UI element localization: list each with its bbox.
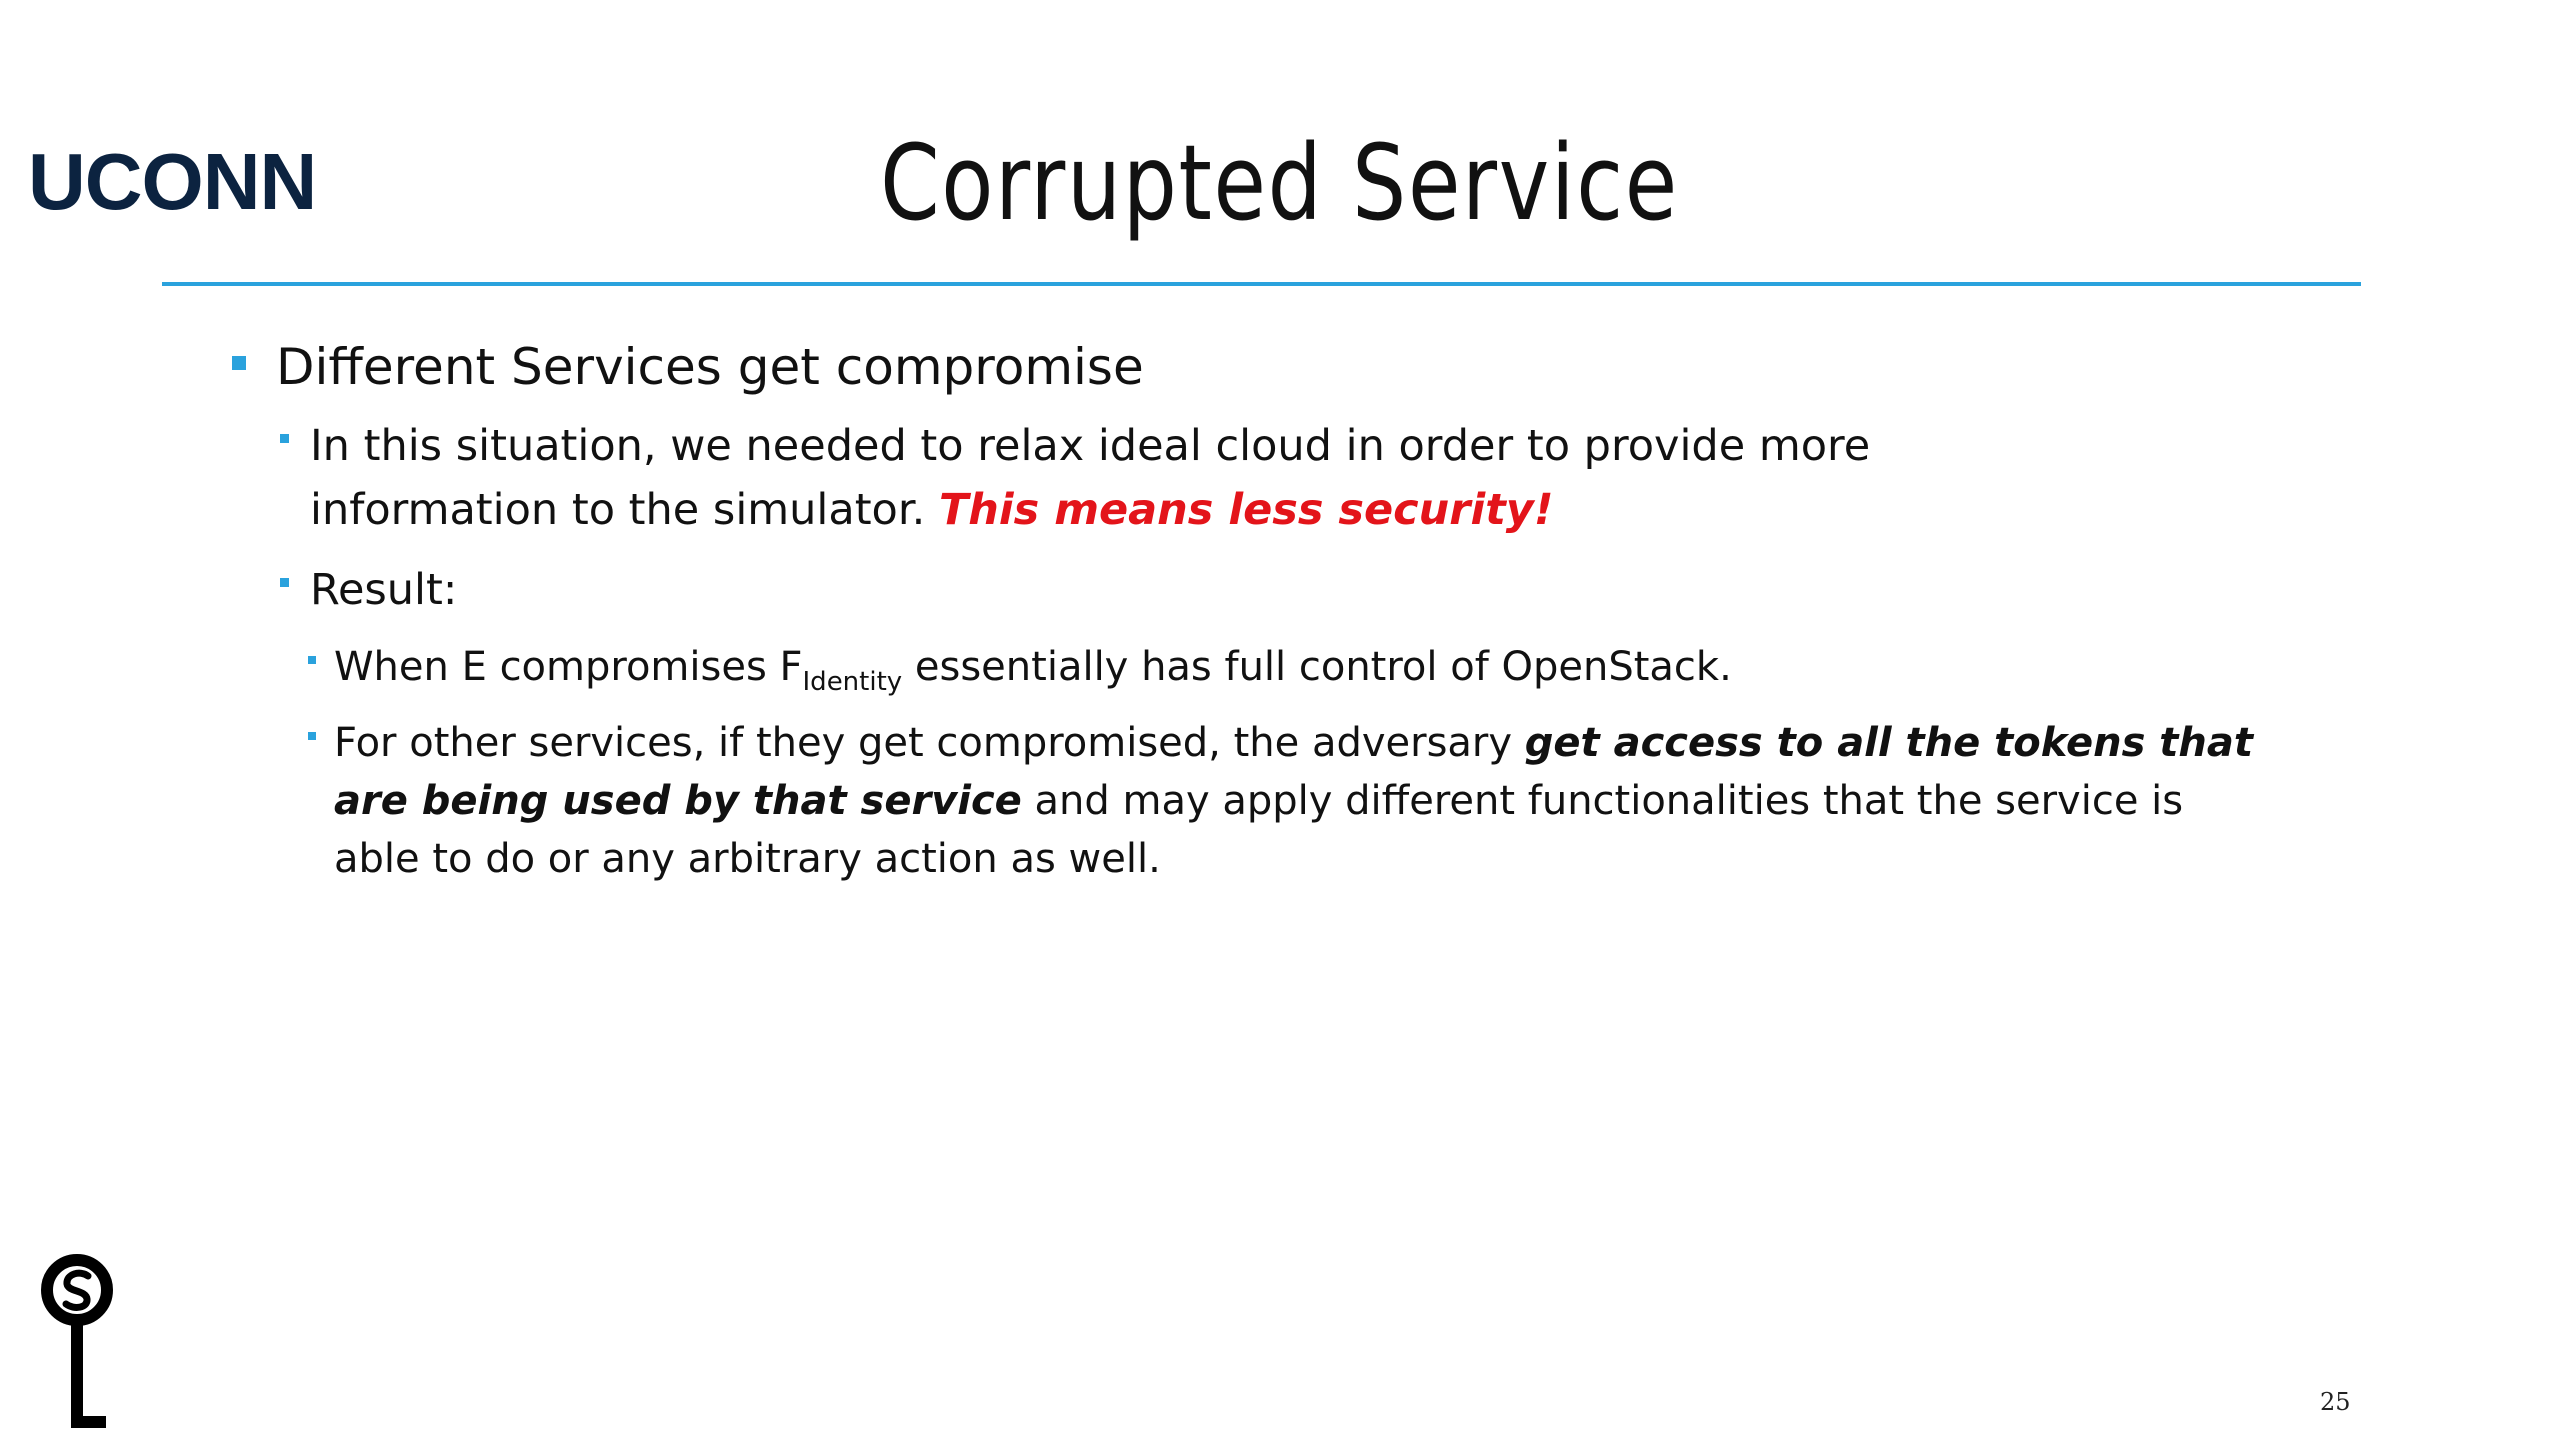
page-number: 25 [2320, 1388, 2351, 1416]
bullet-level2-situation [280, 414, 2180, 542]
bullet-text [334, 638, 1732, 696]
situation-line2: information to the simulator. [310, 485, 926, 535]
bullet-square-icon [232, 356, 246, 370]
bullet-square-icon [308, 732, 316, 740]
identity-subscript: Identity [802, 667, 903, 697]
services-emphasis: get access to all the tokens that are being used by that service [334, 720, 2254, 824]
bullet-level3-identity [308, 638, 2258, 696]
bullet-level1 [232, 334, 2232, 400]
identity-pre: When E compromises F [334, 644, 803, 690]
bullet-level2-result [280, 558, 2180, 622]
security-warning: This means less security! [938, 485, 1554, 535]
slide-title: Corrupted Service [880, 122, 1679, 244]
key-logo-icon [36, 1250, 122, 1430]
situation-line1: In this situation, we needed to relax ideal cloud in order to provide more [310, 421, 1871, 471]
services-pre: For other services, if they get compromised, the adversary [334, 720, 1513, 766]
bullet-text: Different Services get compromise [276, 338, 1144, 396]
identity-post: essentially has full control of OpenStack. [914, 644, 1732, 690]
uconn-logo: UCONN [28, 137, 317, 226]
bullet-text: Result: [310, 565, 458, 615]
services-post: and may apply different functionalities that the service is able to do or any arbitrary action as well. [334, 778, 2184, 882]
bullet-square-icon [280, 434, 289, 443]
bullet-square-icon [280, 578, 289, 587]
bullet-text [334, 714, 2264, 888]
bullet-text [310, 414, 1870, 542]
bullet-square-icon [308, 656, 316, 664]
bullet-level3-other-services [308, 714, 2268, 888]
